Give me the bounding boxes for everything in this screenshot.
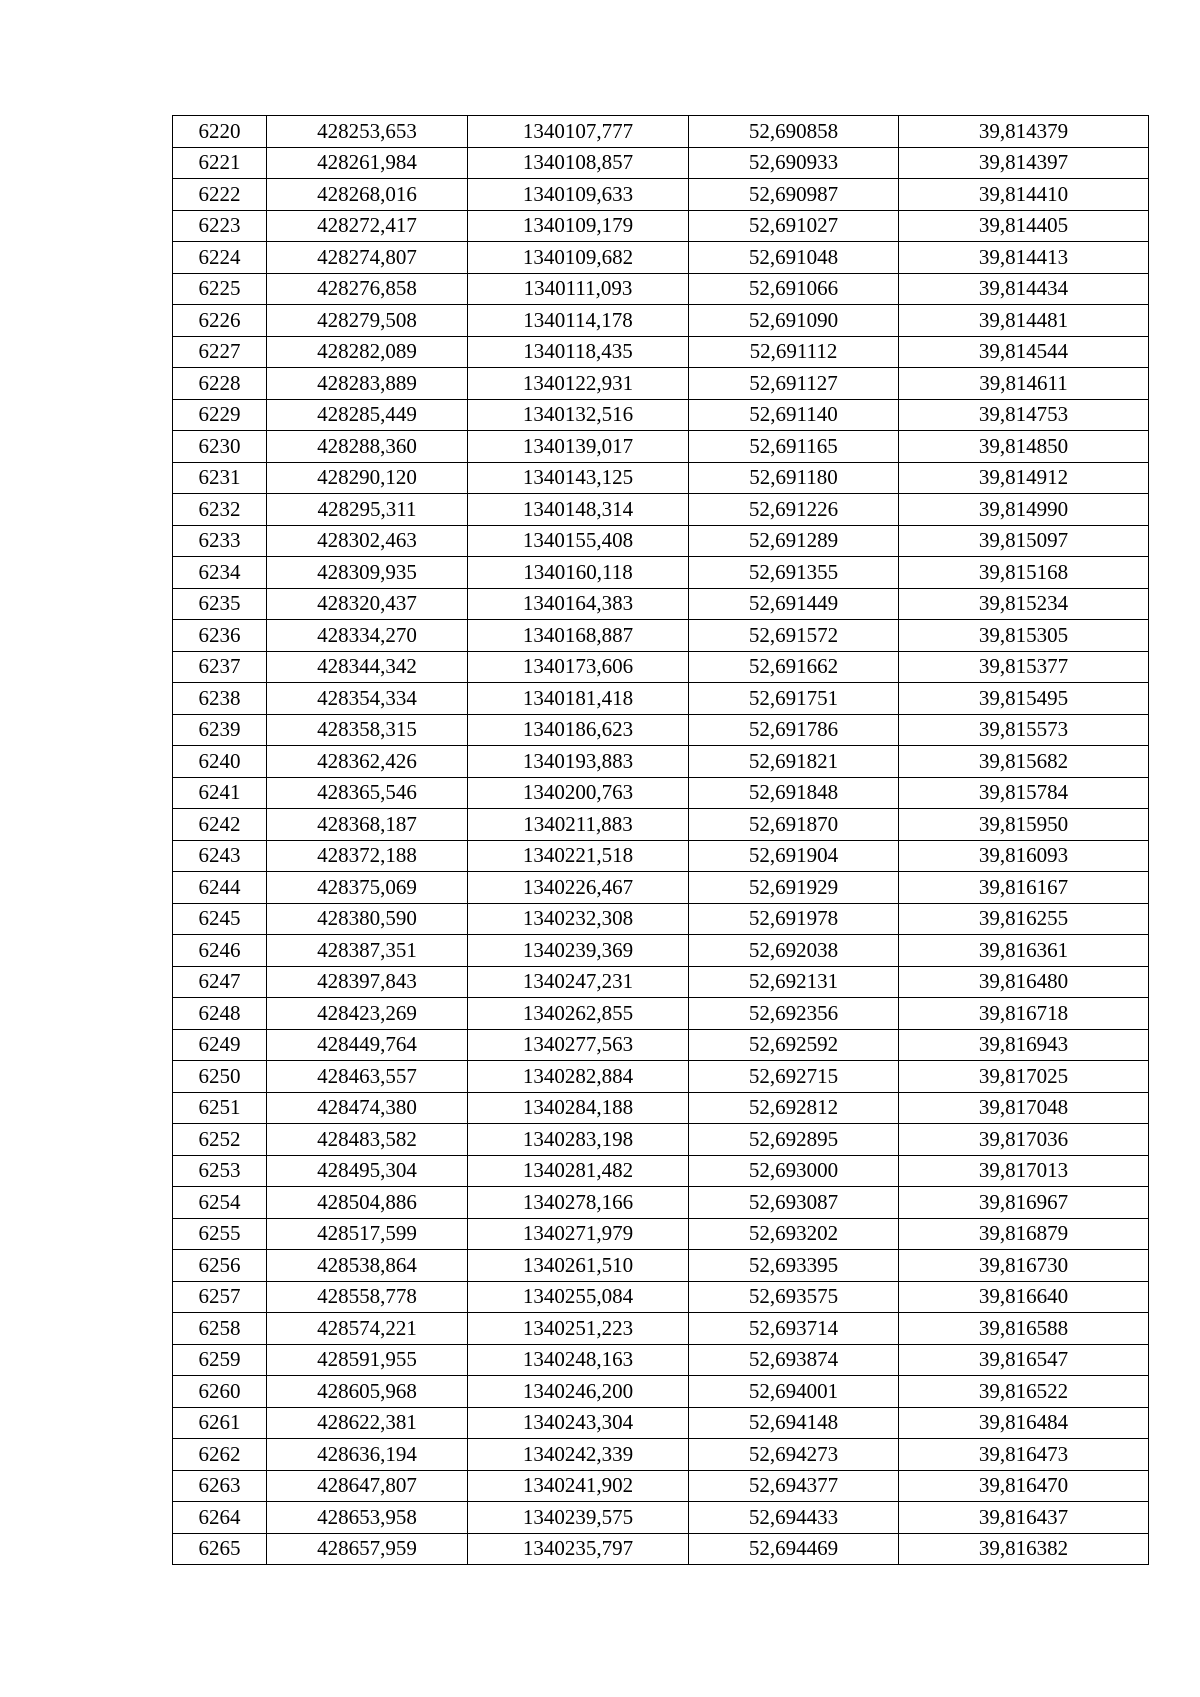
- y-coordinate-cell: 1340107,777: [468, 116, 689, 148]
- longitude-cell: 39,814405: [899, 210, 1149, 242]
- point-number-cell: 6231: [173, 462, 267, 494]
- y-coordinate-cell: 1340281,482: [468, 1155, 689, 1187]
- x-coordinate-cell: 428463,557: [267, 1061, 468, 1093]
- table-row: [173, 1533, 1149, 1565]
- point-number-cell: 6257: [173, 1281, 267, 1313]
- longitude-cell: 39,815168: [899, 557, 1149, 589]
- x-coordinate-cell: 428358,315: [267, 714, 468, 746]
- x-coordinate-cell: 428449,764: [267, 1029, 468, 1061]
- latitude-cell: 52,693395: [689, 1250, 899, 1282]
- y-coordinate-cell: 1340148,314: [468, 494, 689, 526]
- latitude-cell: 52,691821: [689, 746, 899, 778]
- x-coordinate-cell: 428285,449: [267, 399, 468, 431]
- y-coordinate-cell: 1340118,435: [468, 336, 689, 368]
- longitude-cell: 39,816361: [899, 935, 1149, 967]
- latitude-cell: 52,693714: [689, 1313, 899, 1345]
- longitude-cell: 39,816480: [899, 966, 1149, 998]
- latitude-cell: 52,692131: [689, 966, 899, 998]
- longitude-cell: 39,814912: [899, 462, 1149, 494]
- latitude-cell: 52,691449: [689, 588, 899, 620]
- table-row: [173, 399, 1149, 431]
- longitude-cell: 39,816382: [899, 1533, 1149, 1565]
- longitude-cell: 39,816943: [899, 1029, 1149, 1061]
- point-number-cell: 6255: [173, 1218, 267, 1250]
- longitude-cell: 39,814850: [899, 431, 1149, 463]
- x-coordinate-cell: 428636,194: [267, 1439, 468, 1471]
- x-coordinate-cell: 428605,968: [267, 1376, 468, 1408]
- y-coordinate-cell: 1340239,575: [468, 1502, 689, 1534]
- longitude-cell: 39,814434: [899, 273, 1149, 305]
- latitude-cell: 52,690933: [689, 147, 899, 179]
- point-number-cell: 6259: [173, 1344, 267, 1376]
- coordinates-table: [172, 115, 1149, 1565]
- table-row: [173, 620, 1149, 652]
- point-number-cell: 6225: [173, 273, 267, 305]
- point-number-cell: 6224: [173, 242, 267, 274]
- latitude-cell: 52,691066: [689, 273, 899, 305]
- longitude-cell: 39,815097: [899, 525, 1149, 557]
- point-number-cell: 6258: [173, 1313, 267, 1345]
- y-coordinate-cell: 1340143,125: [468, 462, 689, 494]
- latitude-cell: 52,691090: [689, 305, 899, 337]
- y-coordinate-cell: 1340232,308: [468, 903, 689, 935]
- table-row: [173, 777, 1149, 809]
- latitude-cell: 52,691662: [689, 651, 899, 683]
- y-coordinate-cell: 1340108,857: [468, 147, 689, 179]
- y-coordinate-cell: 1340246,200: [468, 1376, 689, 1408]
- point-number-cell: 6248: [173, 998, 267, 1030]
- point-number-cell: 6250: [173, 1061, 267, 1093]
- table-row: [173, 1061, 1149, 1093]
- longitude-cell: 39,815234: [899, 588, 1149, 620]
- latitude-cell: 52,693087: [689, 1187, 899, 1219]
- table-row: [173, 872, 1149, 904]
- y-coordinate-cell: 1340132,516: [468, 399, 689, 431]
- y-coordinate-cell: 1340239,369: [468, 935, 689, 967]
- y-coordinate-cell: 1340247,231: [468, 966, 689, 998]
- y-coordinate-cell: 1340242,339: [468, 1439, 689, 1471]
- longitude-cell: 39,814544: [899, 336, 1149, 368]
- x-coordinate-cell: 428517,599: [267, 1218, 468, 1250]
- x-coordinate-cell: 428288,360: [267, 431, 468, 463]
- x-coordinate-cell: 428362,426: [267, 746, 468, 778]
- y-coordinate-cell: 1340193,883: [468, 746, 689, 778]
- x-coordinate-cell: 428495,304: [267, 1155, 468, 1187]
- longitude-cell: 39,814410: [899, 179, 1149, 211]
- point-number-cell: 6230: [173, 431, 267, 463]
- y-coordinate-cell: 1340255,084: [468, 1281, 689, 1313]
- latitude-cell: 52,692715: [689, 1061, 899, 1093]
- y-coordinate-cell: 1340282,884: [468, 1061, 689, 1093]
- y-coordinate-cell: 1340160,118: [468, 557, 689, 589]
- point-number-cell: 6232: [173, 494, 267, 526]
- latitude-cell: 52,691848: [689, 777, 899, 809]
- latitude-cell: 52,694001: [689, 1376, 899, 1408]
- y-coordinate-cell: 1340211,883: [468, 809, 689, 841]
- latitude-cell: 52,691870: [689, 809, 899, 841]
- point-number-cell: 6226: [173, 305, 267, 337]
- point-number-cell: 6265: [173, 1533, 267, 1565]
- latitude-cell: 52,692895: [689, 1124, 899, 1156]
- latitude-cell: 52,691751: [689, 683, 899, 715]
- table-row: [173, 935, 1149, 967]
- longitude-cell: 39,816718: [899, 998, 1149, 1030]
- point-number-cell: 6238: [173, 683, 267, 715]
- x-coordinate-cell: 428647,807: [267, 1470, 468, 1502]
- latitude-cell: 52,693874: [689, 1344, 899, 1376]
- latitude-cell: 52,691140: [689, 399, 899, 431]
- point-number-cell: 6247: [173, 966, 267, 998]
- y-coordinate-cell: 1340283,198: [468, 1124, 689, 1156]
- y-coordinate-cell: 1340109,179: [468, 210, 689, 242]
- latitude-cell: 52,690987: [689, 179, 899, 211]
- x-coordinate-cell: 428657,959: [267, 1533, 468, 1565]
- coordinates-table-body: [173, 116, 1149, 1565]
- longitude-cell: 39,814611: [899, 368, 1149, 400]
- y-coordinate-cell: 1340164,383: [468, 588, 689, 620]
- table-row: [173, 809, 1149, 841]
- table-row: [173, 1376, 1149, 1408]
- x-coordinate-cell: 428290,120: [267, 462, 468, 494]
- x-coordinate-cell: 428423,269: [267, 998, 468, 1030]
- x-coordinate-cell: 428354,334: [267, 683, 468, 715]
- x-coordinate-cell: 428334,270: [267, 620, 468, 652]
- latitude-cell: 52,691027: [689, 210, 899, 242]
- x-coordinate-cell: 428344,342: [267, 651, 468, 683]
- point-number-cell: 6256: [173, 1250, 267, 1282]
- x-coordinate-cell: 428368,187: [267, 809, 468, 841]
- point-number-cell: 6242: [173, 809, 267, 841]
- table-row: [173, 1218, 1149, 1250]
- y-coordinate-cell: 1340181,418: [468, 683, 689, 715]
- table-row: [173, 1281, 1149, 1313]
- table-row: [173, 651, 1149, 683]
- table-row: [173, 273, 1149, 305]
- x-coordinate-cell: 428302,463: [267, 525, 468, 557]
- latitude-cell: 52,694273: [689, 1439, 899, 1471]
- longitude-cell: 39,817048: [899, 1092, 1149, 1124]
- table-row: [173, 147, 1149, 179]
- longitude-cell: 39,814413: [899, 242, 1149, 274]
- y-coordinate-cell: 1340278,166: [468, 1187, 689, 1219]
- latitude-cell: 52,692356: [689, 998, 899, 1030]
- point-number-cell: 6254: [173, 1187, 267, 1219]
- table-row: [173, 1344, 1149, 1376]
- y-coordinate-cell: 1340200,763: [468, 777, 689, 809]
- table-row: [173, 336, 1149, 368]
- x-coordinate-cell: 428380,590: [267, 903, 468, 935]
- longitude-cell: 39,816640: [899, 1281, 1149, 1313]
- x-coordinate-cell: 428591,955: [267, 1344, 468, 1376]
- y-coordinate-cell: 1340109,682: [468, 242, 689, 274]
- table-row: [173, 210, 1149, 242]
- longitude-cell: 39,817036: [899, 1124, 1149, 1156]
- latitude-cell: 52,691048: [689, 242, 899, 274]
- point-number-cell: 6235: [173, 588, 267, 620]
- latitude-cell: 52,691929: [689, 872, 899, 904]
- latitude-cell: 52,691978: [689, 903, 899, 935]
- x-coordinate-cell: 428504,886: [267, 1187, 468, 1219]
- longitude-cell: 39,815573: [899, 714, 1149, 746]
- table-row: [173, 1407, 1149, 1439]
- longitude-cell: 39,814397: [899, 147, 1149, 179]
- y-coordinate-cell: 1340261,510: [468, 1250, 689, 1282]
- table-row: [173, 840, 1149, 872]
- table-row: [173, 1250, 1149, 1282]
- x-coordinate-cell: 428375,069: [267, 872, 468, 904]
- latitude-cell: 52,692592: [689, 1029, 899, 1061]
- y-coordinate-cell: 1340241,902: [468, 1470, 689, 1502]
- longitude-cell: 39,816730: [899, 1250, 1149, 1282]
- table-row: [173, 1092, 1149, 1124]
- latitude-cell: 52,691112: [689, 336, 899, 368]
- x-coordinate-cell: 428279,508: [267, 305, 468, 337]
- table-row: [173, 1124, 1149, 1156]
- table-row: [173, 494, 1149, 526]
- longitude-cell: 39,816255: [899, 903, 1149, 935]
- point-number-cell: 6260: [173, 1376, 267, 1408]
- table-row: [173, 179, 1149, 211]
- longitude-cell: 39,815682: [899, 746, 1149, 778]
- point-number-cell: 6237: [173, 651, 267, 683]
- x-coordinate-cell: 428622,381: [267, 1407, 468, 1439]
- x-coordinate-cell: 428283,889: [267, 368, 468, 400]
- point-number-cell: 6245: [173, 903, 267, 935]
- latitude-cell: 52,694148: [689, 1407, 899, 1439]
- table-row: [173, 998, 1149, 1030]
- longitude-cell: 39,816437: [899, 1502, 1149, 1534]
- latitude-cell: 52,693575: [689, 1281, 899, 1313]
- table-row: [173, 242, 1149, 274]
- latitude-cell: 52,693202: [689, 1218, 899, 1250]
- latitude-cell: 52,691127: [689, 368, 899, 400]
- latitude-cell: 52,691165: [689, 431, 899, 463]
- y-coordinate-cell: 1340271,979: [468, 1218, 689, 1250]
- x-coordinate-cell: 428474,380: [267, 1092, 468, 1124]
- longitude-cell: 39,814990: [899, 494, 1149, 526]
- latitude-cell: 52,694433: [689, 1502, 899, 1534]
- y-coordinate-cell: 1340139,017: [468, 431, 689, 463]
- x-coordinate-cell: 428538,864: [267, 1250, 468, 1282]
- table-row: [173, 1502, 1149, 1534]
- y-coordinate-cell: 1340262,855: [468, 998, 689, 1030]
- longitude-cell: 39,815784: [899, 777, 1149, 809]
- table-row: [173, 1029, 1149, 1061]
- x-coordinate-cell: 428574,221: [267, 1313, 468, 1345]
- longitude-cell: 39,816547: [899, 1344, 1149, 1376]
- longitude-cell: 39,814481: [899, 305, 1149, 337]
- table-row: [173, 683, 1149, 715]
- point-number-cell: 6249: [173, 1029, 267, 1061]
- point-number-cell: 6253: [173, 1155, 267, 1187]
- y-coordinate-cell: 1340221,518: [468, 840, 689, 872]
- point-number-cell: 6228: [173, 368, 267, 400]
- point-number-cell: 6252: [173, 1124, 267, 1156]
- table-row: [173, 525, 1149, 557]
- longitude-cell: 39,814379: [899, 116, 1149, 148]
- x-coordinate-cell: 428295,311: [267, 494, 468, 526]
- point-number-cell: 6220: [173, 116, 267, 148]
- table-row: [173, 746, 1149, 778]
- x-coordinate-cell: 428276,858: [267, 273, 468, 305]
- latitude-cell: 52,694377: [689, 1470, 899, 1502]
- y-coordinate-cell: 1340248,163: [468, 1344, 689, 1376]
- point-number-cell: 6246: [173, 935, 267, 967]
- x-coordinate-cell: 428253,653: [267, 116, 468, 148]
- x-coordinate-cell: 428653,958: [267, 1502, 468, 1534]
- point-number-cell: 6223: [173, 210, 267, 242]
- x-coordinate-cell: 428309,935: [267, 557, 468, 589]
- y-coordinate-cell: 1340122,931: [468, 368, 689, 400]
- x-coordinate-cell: 428268,016: [267, 179, 468, 211]
- latitude-cell: 52,693000: [689, 1155, 899, 1187]
- y-coordinate-cell: 1340243,304: [468, 1407, 689, 1439]
- longitude-cell: 39,816484: [899, 1407, 1149, 1439]
- latitude-cell: 52,691572: [689, 620, 899, 652]
- x-coordinate-cell: 428397,843: [267, 966, 468, 998]
- x-coordinate-cell: 428372,188: [267, 840, 468, 872]
- table-row: [173, 116, 1149, 148]
- y-coordinate-cell: 1340226,467: [468, 872, 689, 904]
- point-number-cell: 6236: [173, 620, 267, 652]
- longitude-cell: 39,817025: [899, 1061, 1149, 1093]
- x-coordinate-cell: 428282,089: [267, 336, 468, 368]
- point-number-cell: 6251: [173, 1092, 267, 1124]
- longitude-cell: 39,814753: [899, 399, 1149, 431]
- point-number-cell: 6241: [173, 777, 267, 809]
- table-row: [173, 1187, 1149, 1219]
- longitude-cell: 39,816588: [899, 1313, 1149, 1345]
- longitude-cell: 39,816093: [899, 840, 1149, 872]
- point-number-cell: 6234: [173, 557, 267, 589]
- point-number-cell: 6240: [173, 746, 267, 778]
- y-coordinate-cell: 1340109,633: [468, 179, 689, 211]
- x-coordinate-cell: 428558,778: [267, 1281, 468, 1313]
- x-coordinate-cell: 428320,437: [267, 588, 468, 620]
- point-number-cell: 6227: [173, 336, 267, 368]
- longitude-cell: 39,815495: [899, 683, 1149, 715]
- x-coordinate-cell: 428365,546: [267, 777, 468, 809]
- x-coordinate-cell: 428272,417: [267, 210, 468, 242]
- point-number-cell: 6221: [173, 147, 267, 179]
- y-coordinate-cell: 1340173,606: [468, 651, 689, 683]
- table-row: [173, 1470, 1149, 1502]
- x-coordinate-cell: 428483,582: [267, 1124, 468, 1156]
- longitude-cell: 39,815377: [899, 651, 1149, 683]
- x-coordinate-cell: 428387,351: [267, 935, 468, 967]
- point-number-cell: 6222: [173, 179, 267, 211]
- x-coordinate-cell: 428261,984: [267, 147, 468, 179]
- latitude-cell: 52,691355: [689, 557, 899, 589]
- latitude-cell: 52,691180: [689, 462, 899, 494]
- table-row: [173, 1313, 1149, 1345]
- y-coordinate-cell: 1340111,093: [468, 273, 689, 305]
- x-coordinate-cell: 428274,807: [267, 242, 468, 274]
- point-number-cell: 6229: [173, 399, 267, 431]
- longitude-cell: 39,817013: [899, 1155, 1149, 1187]
- y-coordinate-cell: 1340155,408: [468, 525, 689, 557]
- point-number-cell: 6239: [173, 714, 267, 746]
- latitude-cell: 52,692812: [689, 1092, 899, 1124]
- latitude-cell: 52,691786: [689, 714, 899, 746]
- longitude-cell: 39,815950: [899, 809, 1149, 841]
- latitude-cell: 52,694469: [689, 1533, 899, 1565]
- point-number-cell: 6262: [173, 1439, 267, 1471]
- table-row: [173, 966, 1149, 998]
- longitude-cell: 39,816522: [899, 1376, 1149, 1408]
- point-number-cell: 6233: [173, 525, 267, 557]
- point-number-cell: 6261: [173, 1407, 267, 1439]
- table-row: [173, 557, 1149, 589]
- longitude-cell: 39,816967: [899, 1187, 1149, 1219]
- latitude-cell: 52,691904: [689, 840, 899, 872]
- latitude-cell: 52,692038: [689, 935, 899, 967]
- y-coordinate-cell: 1340277,563: [468, 1029, 689, 1061]
- longitude-cell: 39,815305: [899, 620, 1149, 652]
- y-coordinate-cell: 1340186,623: [468, 714, 689, 746]
- table-row: [173, 1155, 1149, 1187]
- table-row: [173, 588, 1149, 620]
- table-row: [173, 462, 1149, 494]
- longitude-cell: 39,816473: [899, 1439, 1149, 1471]
- table-row: [173, 431, 1149, 463]
- y-coordinate-cell: 1340168,887: [468, 620, 689, 652]
- y-coordinate-cell: 1340114,178: [468, 305, 689, 337]
- point-number-cell: 6243: [173, 840, 267, 872]
- longitude-cell: 39,816167: [899, 872, 1149, 904]
- table-row: [173, 305, 1149, 337]
- table-row: [173, 368, 1149, 400]
- point-number-cell: 6264: [173, 1502, 267, 1534]
- y-coordinate-cell: 1340284,188: [468, 1092, 689, 1124]
- point-number-cell: 6244: [173, 872, 267, 904]
- longitude-cell: 39,816879: [899, 1218, 1149, 1250]
- table-row: [173, 714, 1149, 746]
- latitude-cell: 52,690858: [689, 116, 899, 148]
- latitude-cell: 52,691289: [689, 525, 899, 557]
- latitude-cell: 52,691226: [689, 494, 899, 526]
- table-row: [173, 1439, 1149, 1471]
- point-number-cell: 6263: [173, 1470, 267, 1502]
- longitude-cell: 39,816470: [899, 1470, 1149, 1502]
- y-coordinate-cell: 1340251,223: [468, 1313, 689, 1345]
- y-coordinate-cell: 1340235,797: [468, 1533, 689, 1565]
- table-row: [173, 903, 1149, 935]
